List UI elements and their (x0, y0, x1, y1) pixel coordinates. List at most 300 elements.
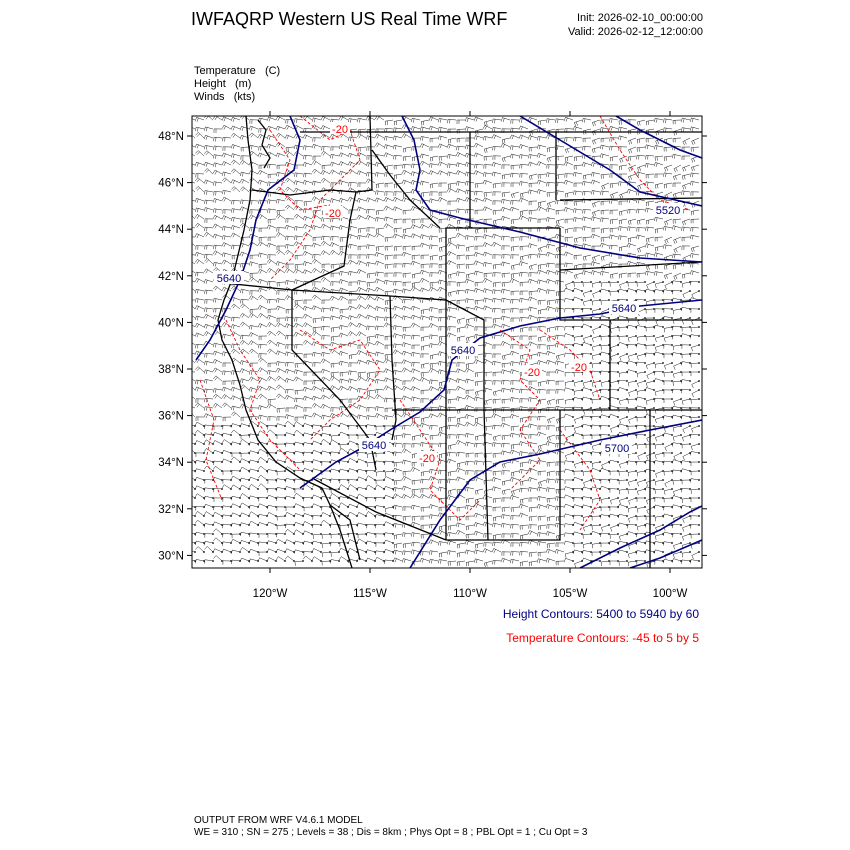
wind-barb-dot (572, 515, 574, 517)
wind-barb-dot (356, 443, 358, 445)
wind-barb-dot (257, 479, 259, 481)
wind-barb-dot (644, 497, 646, 499)
wind-barb-dot (635, 425, 637, 427)
wind-barb-dot (689, 281, 691, 283)
wind-barb-dot (599, 281, 601, 283)
wind-barb-dot (581, 470, 583, 472)
height-contour-legend: Height Contours: 5400 to 5940 by 60 (502, 607, 699, 621)
temperature-contour-label: -20 (332, 124, 348, 136)
wind-barb-dot (203, 443, 205, 445)
wind-barb-dot (239, 434, 241, 436)
wind-barb-dot (608, 317, 610, 319)
wind-barb-dot (248, 425, 250, 427)
wind-barb-dot (365, 515, 367, 517)
lat-label: 34°N (158, 457, 184, 470)
wind-barb-dot (275, 443, 277, 445)
wind-barb-dot (581, 515, 583, 517)
wind-barb-dot (653, 515, 655, 517)
wind-barb-dot (644, 371, 646, 373)
wind-barb-dot (590, 515, 592, 517)
wind-barb-dot (383, 470, 385, 472)
wind-barb-dot (590, 434, 592, 436)
wind-barb-dot (680, 371, 682, 373)
wind-barb-dot (653, 470, 655, 472)
wind-barb-dot (572, 560, 574, 562)
wind-barb-dot (653, 389, 655, 391)
wind-barb-dot (599, 407, 601, 409)
wind-barb-dot (689, 461, 691, 463)
wind-barb-dot (302, 551, 304, 553)
wind-barb-dot (698, 344, 700, 346)
wind-barb-dot (572, 335, 574, 337)
wind-barb-dot (617, 335, 619, 337)
wind-barb-dot (698, 353, 700, 355)
wind-barb-dot (275, 524, 277, 526)
wind-barb-dot (572, 389, 574, 391)
variable-winds: Winds (kts) (194, 91, 256, 103)
wind-barb-dot (698, 443, 700, 445)
wind-barb-dot (617, 398, 619, 400)
wind-barb-dot (311, 533, 313, 535)
wind-barb-dot (698, 533, 700, 535)
height-contour-label: 5640 (361, 440, 387, 452)
wind-barb-dot (689, 524, 691, 526)
wind-barb-dot (626, 281, 628, 283)
wind-barb-dot (680, 326, 682, 328)
wind-barb-dot (581, 407, 583, 409)
wind-barb-dot (671, 398, 673, 400)
wind-barb-dot (266, 425, 268, 427)
lat-label: 46°N (158, 177, 184, 190)
wind-barb-dot (608, 524, 610, 526)
wind-barb-dot (662, 452, 664, 454)
lon-label: 100°W (652, 588, 688, 600)
wind-barb-dot (617, 560, 619, 562)
wind-barb-dot (590, 389, 592, 391)
wind-barb-dot (590, 344, 592, 346)
wind-barb-dot (320, 542, 322, 544)
wind-barb-dot (284, 515, 286, 517)
wind-barb-dot (698, 434, 700, 436)
wind-barb-dot (320, 533, 322, 535)
wind-barb-dot (680, 281, 682, 283)
wind-barb-dot (635, 317, 637, 319)
wind-barb-dot (374, 425, 376, 427)
wind-barb-dot (194, 551, 196, 553)
height-contour-label: 5700 (604, 443, 630, 455)
wind-barb-dot (302, 488, 304, 490)
wind-barb-dot (338, 443, 340, 445)
wind-barb-dot (662, 443, 664, 445)
wind-barb-dot (383, 425, 385, 427)
wind-barb-dot (599, 461, 601, 463)
wind-barb-dot (590, 281, 592, 283)
wind-barb-dot (590, 308, 592, 310)
wind-barb-dot (653, 524, 655, 526)
wind-barb-dot (662, 524, 664, 526)
wind-barb-dot (329, 551, 331, 553)
wind-barb-dot (635, 479, 637, 481)
wind-barb-dot (590, 416, 592, 418)
wind-barb-dot (599, 335, 601, 337)
wind-barb-dot (572, 461, 574, 463)
wind-barb-dot (671, 515, 673, 517)
wind-barb-dot (635, 560, 637, 562)
wind-barb-dot (662, 407, 664, 409)
wind-barb-dot (680, 299, 682, 301)
wind-barb-dot (653, 407, 655, 409)
variable-temperature: Temperature (C) (194, 65, 281, 77)
wind-barb-dot (212, 488, 214, 490)
wind-barb-dot (671, 380, 673, 382)
wind-barb-dot (608, 299, 610, 301)
wind-barb-dot (230, 470, 232, 472)
wind-barb-dot (626, 479, 628, 481)
wind-barb-dot (590, 443, 592, 445)
wind-barb-dot (671, 452, 673, 454)
wind-barb-dot (329, 443, 331, 445)
wind-barb-dot (635, 353, 637, 355)
wind-barb-dot (392, 425, 394, 427)
map-title: IWFAQRP Western US Real Time WRF (191, 9, 508, 29)
wind-barb-dot (662, 398, 664, 400)
wind-barb-dot (212, 542, 214, 544)
wind-barb-dot (590, 299, 592, 301)
wind-barb-dot (284, 461, 286, 463)
wind-barb-dot (626, 389, 628, 391)
wind-barb-dot (680, 389, 682, 391)
wind-barb-dot (680, 524, 682, 526)
wind-barb-dot (680, 551, 682, 553)
wind-barb-dot (239, 452, 241, 454)
wind-barb-dot (293, 497, 295, 499)
wind-barb-dot (698, 389, 700, 391)
wind-barb-dot (194, 452, 196, 454)
lon-label: 115°W (353, 588, 387, 600)
wind-barb-dot (212, 497, 214, 499)
wind-barb-dot (212, 560, 214, 562)
wind-barb-dot (356, 506, 358, 508)
wind-barb-dot (653, 488, 655, 490)
wind-barb-dot (338, 506, 340, 508)
wind-barb-dot (626, 380, 628, 382)
wind-barb-dot (644, 479, 646, 481)
wind-barb-dot (662, 461, 664, 463)
wind-barb-dot (635, 506, 637, 508)
wind-barb-dot (581, 380, 583, 382)
wind-barb-dot (689, 308, 691, 310)
wind-barb-dot (689, 497, 691, 499)
wind-barb-dot (365, 497, 367, 499)
wind-barb-dot (275, 506, 277, 508)
temperature-contour-label: -20 (571, 362, 587, 374)
wind-barb-dot (356, 452, 358, 454)
wind-barb-dot (239, 443, 241, 445)
wind-barb-dot (329, 533, 331, 535)
wind-barb-dot (284, 443, 286, 445)
wind-barb-dot (626, 299, 628, 301)
wind-barb-dot (635, 371, 637, 373)
wind-barb-dot (617, 488, 619, 490)
model-info-line1: OUTPUT FROM WRF V4.6.1 MODEL (194, 815, 363, 826)
wind-barb-dot (662, 488, 664, 490)
wind-barb-dot (653, 281, 655, 283)
wind-barb-dot (599, 425, 601, 427)
wind-barb-dot (698, 317, 700, 319)
wind-barb-dot (590, 335, 592, 337)
wind-barb-dot (284, 425, 286, 427)
wind-barb-dot (221, 497, 223, 499)
lat-label: 32°N (158, 503, 184, 516)
wind-barb-dot (644, 434, 646, 436)
wind-barb-dot (374, 524, 376, 526)
wind-barb-dot (626, 551, 628, 553)
wind-barb-dot (662, 353, 664, 355)
wind-barb-dot (653, 299, 655, 301)
wind-barb-dot (626, 497, 628, 499)
wind-barb-dot (257, 461, 259, 463)
wind-barb-dot (329, 497, 331, 499)
wind-barb-dot (320, 560, 322, 562)
wind-barb-dot (383, 461, 385, 463)
wind-barb-dot (293, 488, 295, 490)
wind-barb-dot (590, 425, 592, 427)
wind-barb-dot (689, 326, 691, 328)
wind-barb-dot (680, 407, 682, 409)
wind-barb-dot (608, 281, 610, 283)
wind-barb-dot (626, 515, 628, 517)
wind-barb-dot (248, 488, 250, 490)
wind-barb-dot (590, 551, 592, 553)
wind-barb-dot (680, 452, 682, 454)
temperature-contour-label: -20 (524, 367, 540, 379)
wind-barb-dot (266, 479, 268, 481)
wind-barb-dot (581, 335, 583, 337)
wind-barb-dot (221, 524, 223, 526)
wind-barb-dot (365, 452, 367, 454)
valid-label: Valid: (568, 26, 595, 38)
wind-barb-dot (599, 434, 601, 436)
wind-barb-dot (635, 488, 637, 490)
wind-barb-dot (572, 425, 574, 427)
wind-barb-dot (680, 533, 682, 535)
wind-barb-dot (284, 533, 286, 535)
wind-barb-dot (599, 479, 601, 481)
wind-barb-dot (203, 551, 205, 553)
wind-barb-dot (662, 371, 664, 373)
wind-barb-dot (581, 308, 583, 310)
wind-barb-dot (689, 434, 691, 436)
wind-barb-dot (320, 425, 322, 427)
wind-barb-dot (590, 353, 592, 355)
wind-barb-dot (635, 443, 637, 445)
wind-barb-dot (608, 488, 610, 490)
wind-barb-dot (581, 299, 583, 301)
wind-barb-dot (662, 551, 664, 553)
wind-barb-dot (572, 380, 574, 382)
wind-barb-dot (635, 533, 637, 535)
wind-barb-dot (626, 560, 628, 562)
wind-barb-dot (590, 326, 592, 328)
wind-barb-dot (221, 479, 223, 481)
wind-barb-dot (689, 290, 691, 292)
wind-barb-dot (338, 560, 340, 562)
wind-barb-dot (374, 470, 376, 472)
wind-barb-dot (617, 479, 619, 481)
wind-barb-dot (680, 353, 682, 355)
wind-barb-dot (572, 497, 574, 499)
wind-barb-dot (671, 362, 673, 364)
wind-barb-dot (662, 281, 664, 283)
wind-barb-dot (698, 371, 700, 373)
wind-barb-dot (257, 425, 259, 427)
wind-barb-dot (374, 533, 376, 535)
wind-barb-dot (626, 416, 628, 418)
wind-barb-dot (626, 344, 628, 346)
wind-barb-dot (293, 533, 295, 535)
wind-barb-dot (617, 371, 619, 373)
wind-barb-dot (572, 281, 574, 283)
lat-label: 48°N (158, 131, 184, 143)
wind-barb-dot (338, 452, 340, 454)
wind-barb-dot (662, 389, 664, 391)
wind-barb-dot (302, 452, 304, 454)
wind-barb-dot (365, 470, 367, 472)
wind-barb-dot (572, 443, 574, 445)
wind-barb-dot (581, 353, 583, 355)
wind-barb-dot (680, 290, 682, 292)
wind-barb-dot (572, 416, 574, 418)
wind-barb-dot (257, 497, 259, 499)
model-info-line2: WE = 310 ; SN = 275 ; Levels = 38 ; Dis = 8km ; Phys Opt = 8 ; PBL Opt = 1 ; Cu Opt = 3 (194, 827, 588, 838)
wind-barb-dot (347, 479, 349, 481)
wind-barb-dot (662, 299, 664, 301)
wind-barb-dot (365, 461, 367, 463)
wind-barb-dot (572, 407, 574, 409)
wind-barb-dot (212, 515, 214, 517)
wind-barb-dot (662, 362, 664, 364)
wind-barb-dot (698, 452, 700, 454)
wind-barb-dot (617, 416, 619, 418)
wind-barb-dot (194, 434, 196, 436)
wind-barb-dot (221, 533, 223, 535)
wind-barb-dot (599, 299, 601, 301)
wind-barb-dot (653, 362, 655, 364)
wind-barb-dot (689, 362, 691, 364)
wind-barb-dot (248, 515, 250, 517)
wind-barb-dot (653, 416, 655, 418)
wind-barb-dot (347, 488, 349, 490)
wind-barb-dot (689, 380, 691, 382)
wind-barb-dot (680, 434, 682, 436)
wind-barb-dot (662, 470, 664, 472)
wind-barb-dot (644, 380, 646, 382)
wind-barb-dot (680, 344, 682, 346)
wind-barb-dot (212, 461, 214, 463)
wind-barb-dot (608, 470, 610, 472)
wind-barb-dot (680, 488, 682, 490)
wind-barb-dot (275, 515, 277, 517)
wind-barb-dot (635, 470, 637, 472)
wind-barb-dot (221, 560, 223, 562)
lat-label: 42°N (158, 270, 184, 283)
wind-barb-dot (257, 533, 259, 535)
wind-barb-dot (302, 560, 304, 562)
wind-barb-dot (374, 542, 376, 544)
wind-barb-dot (374, 479, 376, 481)
wind-barb-dot (644, 299, 646, 301)
wind-barb-dot (653, 434, 655, 436)
wind-barb-dot (284, 470, 286, 472)
wind-barb-dot (608, 425, 610, 427)
wind-barb-dot (698, 326, 700, 328)
wind-barb-dot (599, 344, 601, 346)
temperature-contour-legend: Temperature Contours: -45 to 5 by 5 (506, 631, 699, 645)
wind-barb-dot (635, 461, 637, 463)
wind-barb-dot (347, 425, 349, 427)
wind-barb-dot (392, 542, 394, 544)
wind-barb-dot (194, 524, 196, 526)
variable-height: Height (m) (194, 78, 252, 90)
wind-barb-dot (581, 434, 583, 436)
valid-value: 2026-02-12_12:00:00 (597, 26, 703, 38)
wind-barb-dot (662, 506, 664, 508)
wind-barb-dot (590, 542, 592, 544)
wind-barb-dot (581, 479, 583, 481)
wind-barb-dot (626, 353, 628, 355)
wind-barb-dot (338, 479, 340, 481)
wind-barb-dot (617, 353, 619, 355)
wind-barb-dot (698, 398, 700, 400)
wind-barb-dot (644, 362, 646, 364)
wind-barb-dot (698, 470, 700, 472)
wind-barb-dot (653, 344, 655, 346)
wind-barb-dot (653, 308, 655, 310)
wind-barb-dot (230, 434, 232, 436)
wind-barb-dot (698, 335, 700, 337)
wind-barb-dot (635, 515, 637, 517)
wind-barb-dot (689, 506, 691, 508)
wind-barb-dot (194, 515, 196, 517)
wind-barb-dot (680, 317, 682, 319)
wind-barb-dot (203, 479, 205, 481)
wind-barb-dot (194, 506, 196, 508)
wind-barb-dot (653, 479, 655, 481)
wind-barb-dot (266, 461, 268, 463)
wind-barb-dot (572, 542, 574, 544)
temperature-contour-label: -20 (419, 453, 435, 465)
wind-barb-dot (284, 560, 286, 562)
wind-barb-dot (356, 434, 358, 436)
wind-barb-dot (590, 407, 592, 409)
lat-label: 40°N (158, 317, 184, 330)
lon-label: 105°W (552, 588, 588, 600)
wind-barb-dot (644, 407, 646, 409)
wind-barb-dot (365, 479, 367, 481)
wind-barb-dot (365, 488, 367, 490)
wind-barb-dot (329, 542, 331, 544)
wind-barb-dot (266, 533, 268, 535)
wind-barb-dot (644, 308, 646, 310)
wind-barb-dot (581, 290, 583, 292)
wind-barb-dot (374, 488, 376, 490)
wind-barb-dot (581, 461, 583, 463)
map-background (192, 116, 702, 568)
wind-barb-dot (698, 407, 700, 409)
wind-barb-dot (698, 290, 700, 292)
wind-barb-dot (356, 533, 358, 535)
wind-barb-dot (581, 533, 583, 535)
